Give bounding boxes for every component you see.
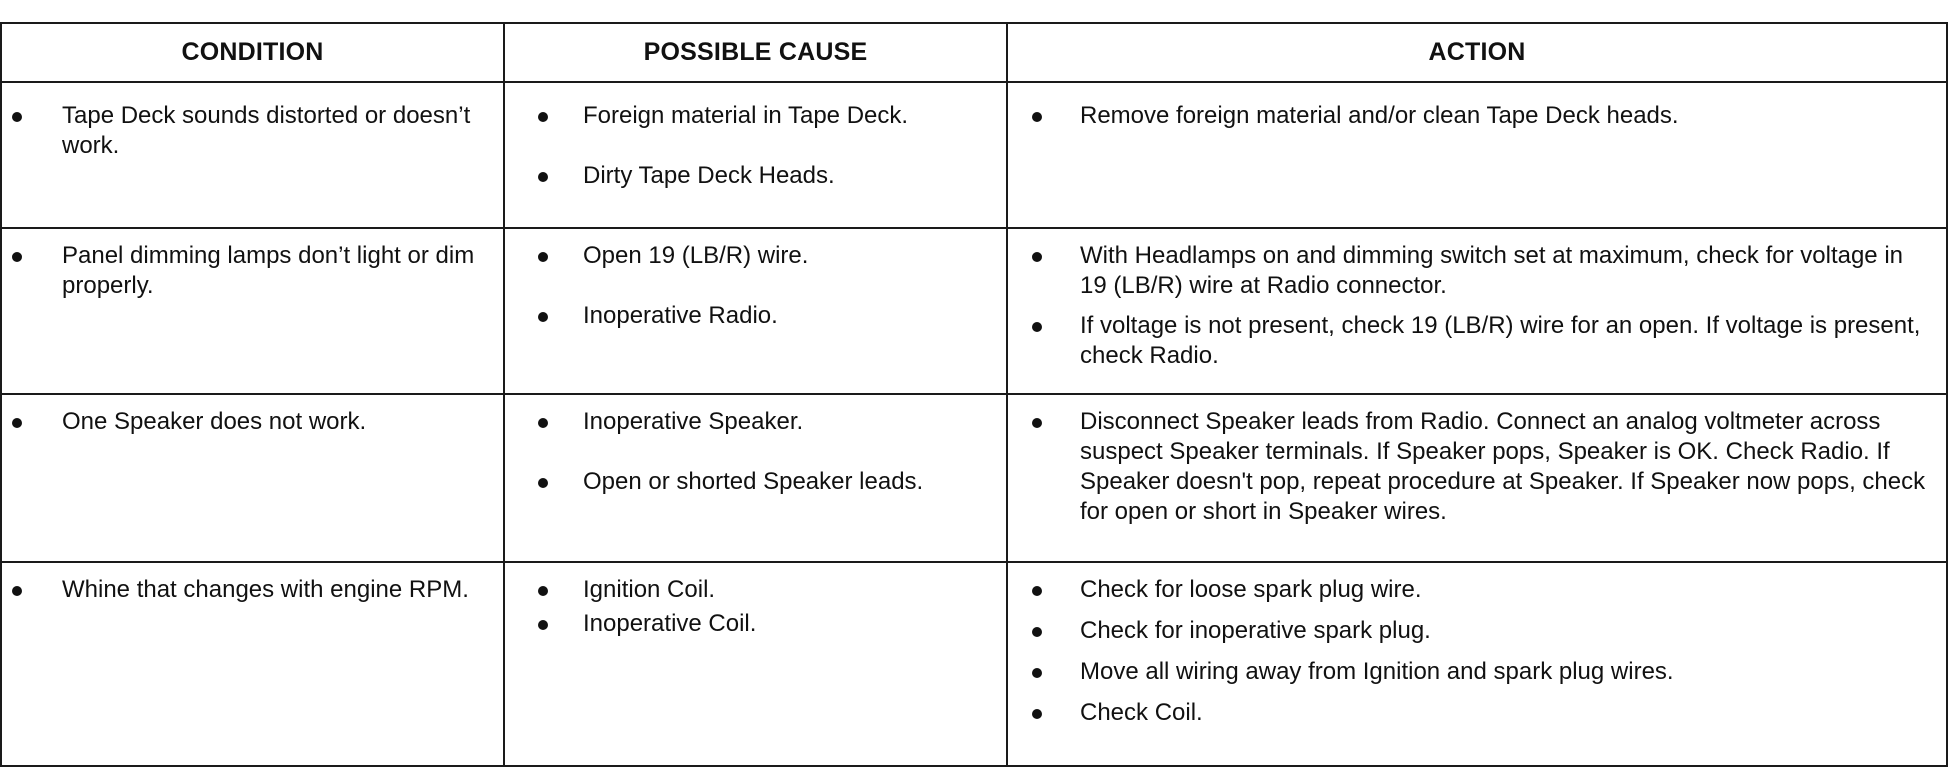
- list-item: Remove foreign material and/or clean Tape Deck heads.: [1008, 101, 1946, 131]
- list-item: If voltage is not present, check 19 (LB/R) wire for an open. If voltage is present, check Radio.: [1008, 311, 1946, 371]
- bullet-icon: [538, 418, 548, 428]
- list-item: Move all wiring away from Ignition and spark plug wires.: [1008, 657, 1946, 687]
- action-cell: [1007, 562, 1947, 766]
- bullet-icon: [12, 112, 22, 122]
- list-item: Inoperative Speaker.: [505, 407, 1006, 437]
- table-row: [1, 82, 1947, 228]
- header-row: [1, 23, 1947, 82]
- bullet-icon: [1032, 668, 1042, 678]
- bullet-icon: [1032, 322, 1042, 332]
- list-item: Check for loose spark plug wire.: [1008, 575, 1946, 605]
- list-item: Inoperative Radio.: [505, 301, 1006, 331]
- action-cell: [1007, 82, 1947, 228]
- bullet-icon: [1032, 627, 1042, 637]
- action-cell: [1007, 228, 1947, 394]
- bullet-icon: [538, 112, 548, 122]
- table-row: [1, 394, 1947, 562]
- list-item: Whine that changes with engine RPM.: [2, 575, 503, 605]
- diagnosis-sheet: [0, 22, 1946, 767]
- list-item: Open 19 (LB/R) wire.: [505, 241, 1006, 271]
- list-item: Check Coil.: [1008, 698, 1946, 728]
- bullet-icon: [538, 172, 548, 182]
- condition-cell: [1, 394, 504, 562]
- cause-cell: [504, 82, 1007, 228]
- bullet-icon: [12, 418, 22, 428]
- cause-cell: [504, 228, 1007, 394]
- list-item: Tape Deck sounds distorted or doesn’t work.: [2, 101, 503, 161]
- bullet-icon: [12, 252, 22, 262]
- list-item: Open or shorted Speaker leads.: [505, 467, 1006, 497]
- list-item: Check for inoperative spark plug.: [1008, 616, 1946, 646]
- list-item: Disconnect Speaker leads from Radio. Connect an analog voltmeter across suspect Speaker terminals. If Speaker pops, Speaker is OK. Check Radio. If Speaker doesn't pop, repeat procedure at Speaker. If Speaker now pops, check for open or short in Speaker wires.: [1008, 407, 1946, 527]
- header-action: ACTION: [1007, 23, 1947, 82]
- bullet-icon: [1032, 252, 1042, 262]
- condition-cell: [1, 228, 504, 394]
- bullet-icon: [538, 312, 548, 322]
- bullet-icon: [1032, 586, 1042, 596]
- bullet-icon: [538, 252, 548, 262]
- bullet-icon: [1032, 418, 1042, 428]
- table-row: [1, 562, 1947, 766]
- list-item: Ignition Coil.: [505, 575, 1006, 605]
- table-row: [1, 228, 1947, 394]
- header-condition: CONDITION: [1, 23, 504, 82]
- bullet-icon: [12, 586, 22, 596]
- header-possible-cause: POSSIBLE CAUSE: [504, 23, 1007, 82]
- diagnosis-table: [0, 22, 1948, 767]
- bullet-icon: [538, 620, 548, 630]
- bullet-icon: [1032, 709, 1042, 719]
- list-item: Inoperative Coil.: [505, 609, 1006, 639]
- list-item: Panel dimming lamps don’t light or dim properly.: [2, 241, 503, 301]
- condition-cell: [1, 82, 504, 228]
- list-item: Dirty Tape Deck Heads.: [505, 161, 1006, 191]
- bullet-icon: [538, 478, 548, 488]
- list-item: One Speaker does not work.: [2, 407, 503, 437]
- list-item: Foreign material in Tape Deck.: [505, 101, 1006, 131]
- cause-cell: [504, 394, 1007, 562]
- cause-cell: [504, 562, 1007, 766]
- bullet-icon: [1032, 112, 1042, 122]
- action-cell: [1007, 394, 1947, 562]
- list-item: With Headlamps on and dimming switch set at maximum, check for voltage in 19 (LB/R) wire at Radio connector.: [1008, 241, 1946, 301]
- bullet-icon: [538, 586, 548, 596]
- condition-cell: [1, 562, 504, 766]
